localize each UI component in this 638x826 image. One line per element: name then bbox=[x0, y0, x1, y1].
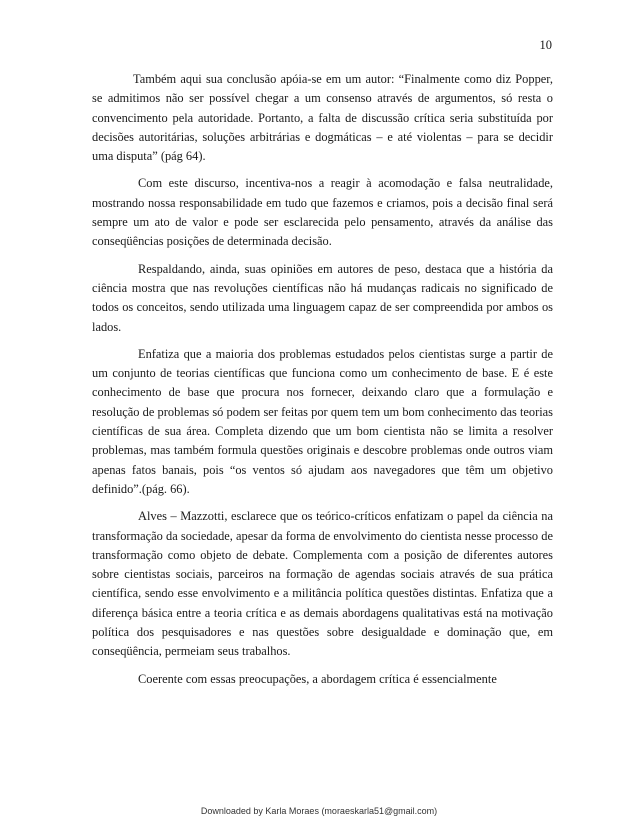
paragraph-discourse: Com este discurso, incentiva-nos a reagir à acomodação e falsa neutralidade, mostrando nossa responsabilidade em tudo que fazemos e criamos, pois a decisão final será sempre um ato de valor e pode ser esclarecida pelo pensamento, através da análise das conseqüências posições de determinada decisão. bbox=[92, 176, 553, 249]
paragraph-critical-approach: Coerente com essas preocupações, a abordagem crítica é essencialmente bbox=[138, 671, 497, 686]
page-number: 10 bbox=[539, 38, 552, 52]
download-footer: Downloaded by Karla Moraes (moraeskarla51@gmail.com) bbox=[200, 806, 438, 816]
body-text bbox=[92, 70, 553, 689]
paragraph-popper-quote: Também aqui sua conclusão apóia-se em um autor: “Finalmente como diz Popper, se admitimos não ser possível chegar a um consenso através de argumentos, só resta o convencimento pela autoridade. Portanto, a falta de discussão crítica seria substituída por decisões autoritárias, soluções arbitrárias e dogmáticas – e até violentas – para se decidir uma disputa” (pág 64). bbox=[92, 72, 553, 164]
paragraph-problem-solving: Enfatiza que a maioria dos problemas estudados pelos cientistas surge a partir de um conjunto de teorias científicas que funciona como um conhecimento de base. E é este conhecimento de base que procura nos fornecer, deixando claro que a formulação e resolução de problemas só podem ser feitas por quem tem um bom conhecimento das teorias científicas de sua área. Completa dizendo que um bom cientista não se limita a resolver problemas, mas também formula questões originais e descobre problemas onde outros viam apenas fatos banais, pois “os ventos só ajudam aos navegadores que têm um objetivo definido”.(pág. 66). bbox=[92, 346, 553, 496]
paragraph-critical-theorists: Alves – Mazzotti, esclarece que os teórico-críticos enfatizam o papel da ciência na transformação da sociedade, apesar da forma de envolvimento do cientista nesse processo de transformação como objeto de debate. Complementa com a posição de diferentes autores sobre cientistas sociais, parceiros na formação de agendas sociais através de sua prática científica, sendo esse envolvimento e a militância política questões distintas. Enfatiza que a diferença básica entre a teoria crítica e as demais abordagens qualitativas está na motivação política dos pesquisadores e nas questões sobre desigualdade e dominação que, em conseqüência, permeiam seus trabalhos. bbox=[92, 509, 553, 659]
paragraph-scientific-revolutions: Respaldando, ainda, suas opiniões em autores de peso, destaca que a história da ciência mostra que nas revoluções científicas não há mudanças radicais no significado de todos os conceitos, sendo utilizada uma linguagem capaz de ser compreendida por ambos os lados. bbox=[92, 261, 553, 334]
